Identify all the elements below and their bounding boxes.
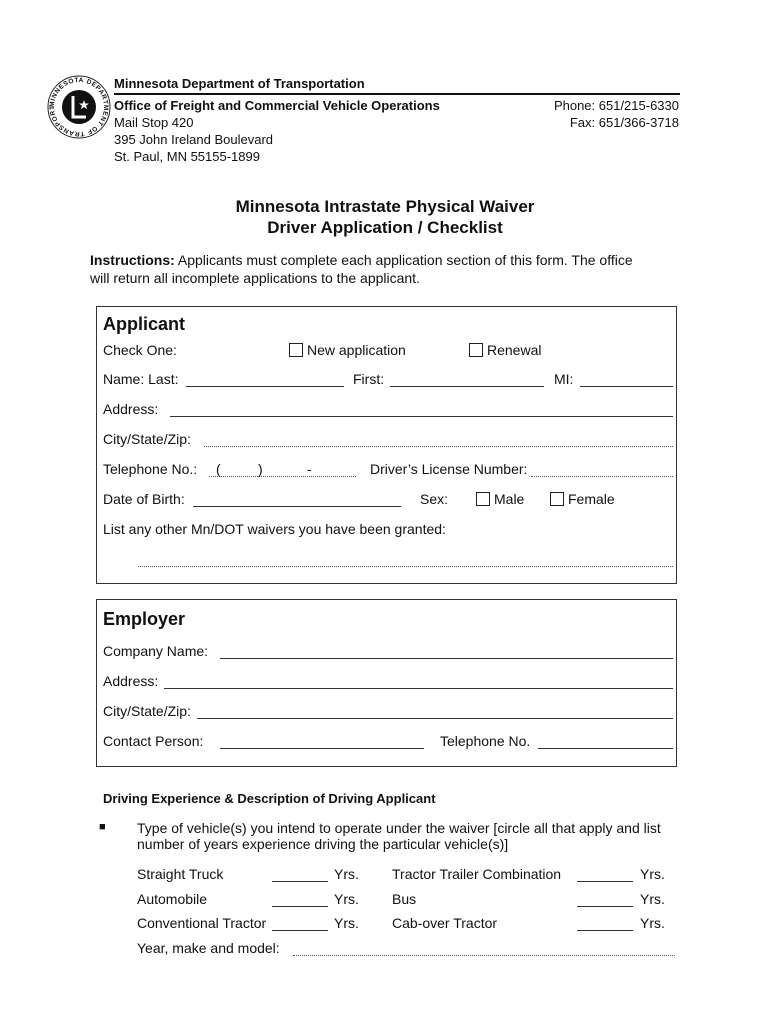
vehicle-instruction-line2: number of years experience driving the particular vehicle(s)] <box>137 836 509 852</box>
middle-initial-label: MI: <box>554 371 574 387</box>
dob-label: Date of Birth: <box>103 491 185 507</box>
dob-field[interactable] <box>193 506 401 507</box>
company-name-field[interactable] <box>220 658 673 659</box>
contact-person-field[interactable] <box>220 748 424 749</box>
middle-initial-field[interactable] <box>580 386 673 387</box>
driving-experience-title: Driving Experience & Description of Driving Applicant <box>103 791 436 806</box>
phone-number: Phone: 651/215-6330 <box>553 98 679 113</box>
straight-truck-years-field[interactable] <box>272 881 328 882</box>
header-rule <box>114 93 680 95</box>
svg-text:MINNESOTA DEPARTMENT OF TRANSP: MINNESOTA DEPARTMENT OF TRANSPORT <box>48 76 110 138</box>
automobile-label: Automobile <box>137 891 208 907</box>
tractor-trailer-years-field[interactable] <box>577 881 633 882</box>
year-make-model-label: Year, make and model: <box>137 940 280 956</box>
bus-label: Bus <box>392 891 417 907</box>
other-waivers-label: List any other Mn/DOT waivers you have been granted: <box>103 521 446 537</box>
cabover-tractor-years-field[interactable] <box>577 930 633 931</box>
automobile-yrs: Yrs. <box>334 891 359 907</box>
male-label: Male <box>494 491 525 507</box>
telephone-close-paren: ) <box>258 461 263 477</box>
telephone-field[interactable] <box>209 476 356 477</box>
city-address: St. Paul, MN 55155-1899 <box>114 149 260 164</box>
license-label: Driver’s License Number: <box>370 461 528 477</box>
first-name-label: First: <box>353 371 385 387</box>
female-label: Female <box>568 491 615 507</box>
straight-truck-label: Straight Truck <box>137 866 224 882</box>
form-title-line2: Driver Application / Checklist <box>267 218 503 237</box>
last-name-label: Name: Last: <box>103 371 179 387</box>
city-state-zip-label: City/State/Zip: <box>103 431 191 447</box>
mndot-seal <box>46 74 112 140</box>
check-one-label: Check One: <box>103 342 177 358</box>
other-waivers-field[interactable] <box>138 566 673 567</box>
cabover-tractor-label: Cab-over Tractor <box>392 915 498 931</box>
instructions-text1: Applicants must complete each application section of this form. The office <box>174 252 633 268</box>
employer-address-label: Address: <box>103 673 159 689</box>
cabover-tractor-yrs: Yrs. <box>640 915 665 931</box>
conventional-tractor-yrs: Yrs. <box>334 915 359 931</box>
contact-person-label: Contact Person: <box>103 733 204 749</box>
new-application-checkbox[interactable] <box>289 343 303 357</box>
department-name: Minnesota Department of Transportation <box>114 76 365 91</box>
tractor-trailer-yrs: Yrs. <box>640 866 665 882</box>
renewal-label: Renewal <box>487 342 542 358</box>
employer-city-state-zip-label: City/State/Zip: <box>103 703 191 719</box>
address-label: Address: <box>103 401 159 417</box>
renewal-checkbox[interactable] <box>469 343 483 357</box>
employer-city-state-zip-field[interactable] <box>197 718 673 719</box>
address-field[interactable] <box>170 416 673 417</box>
bullet-icon: ■ <box>99 821 106 833</box>
employer-title: Employer <box>103 609 186 629</box>
new-application-label: New application <box>307 342 406 358</box>
telephone-dash: - <box>307 461 312 477</box>
office-name: Office of Freight and Commercial Vehicle Operations <box>114 98 440 113</box>
city-state-zip-field[interactable] <box>204 446 673 447</box>
employer-address-field[interactable] <box>164 688 673 689</box>
employer-telephone-field[interactable] <box>538 748 673 749</box>
instructions-line1 <box>90 252 633 268</box>
bus-years-field[interactable] <box>577 906 633 907</box>
vehicle-instruction-line1: Type of vehicle(s) you intend to operate under the waiver [circle all that apply and list <box>137 820 661 836</box>
female-checkbox[interactable] <box>550 492 564 506</box>
first-name-field[interactable] <box>390 386 544 387</box>
applicant-title: Applicant <box>103 314 186 334</box>
automobile-years-field[interactable] <box>272 906 328 907</box>
form-title-line1: Minnesota Intrastate Physical Waiver <box>235 197 535 216</box>
instructions-label: Instructions: <box>90 252 175 268</box>
male-checkbox[interactable] <box>476 492 490 506</box>
instructions-line2: will return all incomplete applications to the applicant. <box>90 270 420 286</box>
sex-label: Sex: <box>420 491 449 507</box>
last-name-field[interactable] <box>186 386 344 387</box>
bus-yrs: Yrs. <box>640 891 665 907</box>
street-address: 395 John Ireland Boulevard <box>114 132 274 147</box>
conventional-tractor-label: Conventional Tractor <box>137 915 267 931</box>
telephone-label: Telephone No.: <box>103 461 198 477</box>
mail-stop: Mail Stop 420 <box>114 115 194 130</box>
fax-number: Fax: 651/366-3718 <box>569 115 679 130</box>
year-make-model-field[interactable] <box>293 955 675 956</box>
employer-telephone-label: Telephone No. <box>440 733 531 749</box>
telephone-open-paren: ( <box>216 461 221 477</box>
license-field[interactable] <box>531 476 673 477</box>
straight-truck-yrs: Yrs. <box>334 866 359 882</box>
company-name-label: Company Name: <box>103 643 209 659</box>
conventional-tractor-years-field[interactable] <box>272 930 328 931</box>
tractor-trailer-label: Tractor Trailer Combination <box>392 866 562 882</box>
